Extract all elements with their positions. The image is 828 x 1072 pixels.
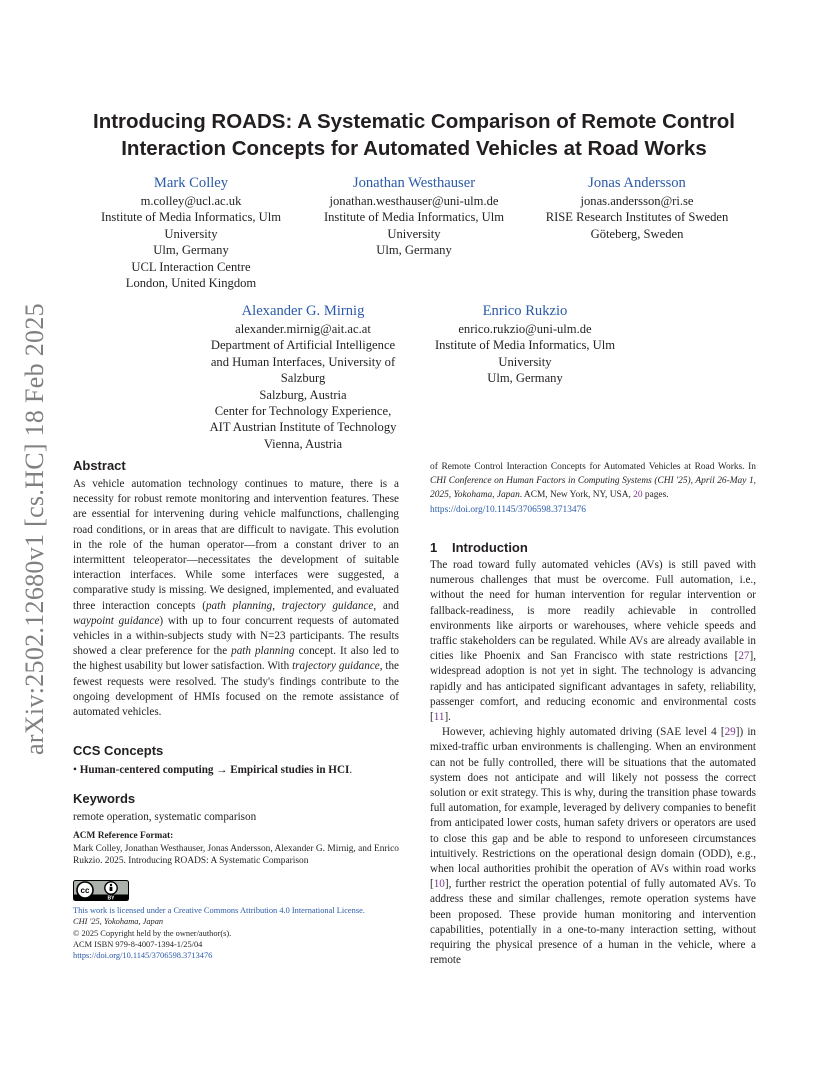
acm-reference-continued: of Remote Control Interaction Concepts for Automated Vehicles at Road Works. In CHI Conference on Human Factors in Computing Systems (CHI '25), April 26-May 1, 2025, Yokohama, Japan. ACM, New York, NY, USA, 20 pages. https://doi.org/10.1145/3706598.3713476: [430, 460, 756, 517]
author-location: Göteberg, Sweden: [590, 226, 684, 241]
author-affiliation: University: [498, 354, 552, 369]
author-email: alexander.mirnig@ait.ac.at: [235, 322, 371, 336]
author-affiliation: Center for Technology Experience,: [214, 404, 392, 419]
abstract-heading: Abstract: [73, 458, 126, 473]
acm-reference-heading: ACM Reference Format:: [73, 831, 174, 841]
author-email: m.colley@ucl.ac.uk: [140, 194, 242, 208]
citation-link[interactable]: 27: [738, 650, 750, 663]
ccs-concepts: • Human-centered computing → Empirical studies in HCI.: [73, 764, 353, 776]
keywords-heading: Keywords: [73, 791, 136, 806]
author-affiliation: University: [387, 226, 441, 241]
author-location: Ulm, Germany: [153, 243, 229, 258]
introduction-heading: 1 Introduction: [430, 540, 528, 555]
citation-link[interactable]: 11: [433, 711, 445, 724]
page-count-link[interactable]: 20: [633, 490, 643, 501]
cc-mark: cc: [80, 886, 90, 895]
author-name[interactable]: Mark Colley: [153, 175, 229, 191]
author-affiliation: Institute of Media Informatics, Ulm: [100, 210, 282, 225]
author-location: Ulm, Germany: [487, 371, 563, 386]
author-name[interactable]: Enrico Rukzio: [482, 303, 568, 319]
author-affiliation: Salzburg: [280, 371, 326, 386]
section-number: 1: [430, 540, 438, 555]
keywords-text: remote operation, systematic comparison: [73, 811, 257, 823]
author-affiliation: RISE Research Institutes of Sweden: [545, 210, 729, 225]
reference-doi-link[interactable]: https://doi.org/10.1145/3706598.3713476: [430, 504, 586, 515]
doi-link[interactable]: https://doi.org/10.1145/3706598.3713476: [73, 951, 213, 961]
author-location: Vienna, Austria: [263, 436, 343, 451]
introduction-text: The road toward fully automated vehicles (AVs) is still paved with numerous challenges that must be overcome. Full automation, i.e., without the need for human intervention for regular intervention or fallback-readiness, is more readily achievable in controlled environments like airports or warehouses, where vehicle speeds and traffic stakeholders can be regulated. While AVs are already available in cities like Phoenix and San Francisco with state restrictions [27], widespread adoption is not yet in sight. The technology is advancing rapidly and has anticipated significant advantages in safety, reliability, passenger comfort, and reducing economic and environmental costs [11]. However, achieving highly automated driving (SAE level 4 [29]) in mixed-traffic urban environments is challenging. When an environment can not be fully controlled, there will be situations that the automated system does not anticipate and will likely not possess the correct solution or exit strategy. This is why, during the transition phase towards full automation, for example, leveraged by delivery companies to benefit from anticipated lower costs, human safety drivers or operators are used to close this gap and be able to respond to unforeseen circumstances intuitively. Restrictions on the operational design domain (ODD), e.g., when local authorities prohibit the operation of AVs within road works [10], further restrict the operation potential of fully automated AVs. To address these and similar challenges, remote operation systems have been proposed. These provide human monitoring and intervention capabilities, potentially in a one-to-many interaction setting, without requiring the physical presence of a human in the vehicle, where a remote: [430, 559, 757, 967]
citation-link[interactable]: 29: [724, 726, 736, 739]
author-location: London, United Kingdom: [125, 276, 257, 291]
author-affiliation: UCL Interaction Centre: [131, 259, 251, 274]
author-email: jonathan.westhauser@uni-ulm.de: [329, 194, 499, 208]
ccs-heading: CCS Concepts: [73, 743, 164, 758]
author-affiliation: Department of Artificial Intelligence: [210, 338, 396, 353]
author-location: Salzburg, Austria: [259, 387, 347, 402]
author-block: [304, 174, 524, 259]
author-email: jonas.andersson@ri.se: [580, 194, 694, 208]
author-block: [522, 174, 752, 242]
author-affiliation: University: [164, 226, 218, 241]
author-location: Ulm, Germany: [376, 243, 452, 258]
author-block: [414, 302, 636, 387]
license-block: This work is licensed under a Creative Commons Attribution 4.0 International License. CHI '25, Yokohama, Japan © 2025 Copyright held by the owner/author(s). ACM ISBN 979-8-4007-1394-1/25/04 https://doi.org/10.1145/3706598.3713476: [73, 905, 413, 961]
by-mark: BY: [107, 895, 115, 901]
author-affiliation: AIT Austrian Institute of Technology: [209, 420, 397, 435]
author-block: [190, 302, 416, 452]
license-link[interactable]: This work is licensed under a Creative Commons Attribution 4.0 International License.: [73, 906, 365, 915]
arxiv-identifier: arXiv:2502.12680v1 [cs.HC] 18 Feb 2025: [20, 303, 49, 755]
author-name[interactable]: Jonathan Westhauser: [352, 175, 476, 191]
citation-link[interactable]: 10: [433, 878, 445, 891]
author-block: [76, 174, 306, 291]
acm-reference: ACM Reference Format: Mark Colley, Jonathan Westhauser, Jonas Andersson, Alexander G. Mirnig, and Enrico Rukzio. 2025. Introducing ROADS: A Systematic Comparison: [73, 831, 399, 867]
cc-by-license-icon[interactable]: [73, 880, 129, 901]
author-email: enrico.rukzio@uni-ulm.de: [458, 322, 592, 336]
paper-title: [60, 108, 768, 162]
author-affiliation: Institute of Media Informatics, Ulm: [434, 338, 616, 353]
title-line-1: Introducing ROADS: A Systematic Comparison of Remote Control: [93, 110, 735, 133]
title-line-2: Interaction Concepts for Automated Vehicles at Road Works: [121, 137, 707, 160]
author-name[interactable]: Alexander G. Mirnig: [241, 303, 365, 319]
author-affiliation: and Human Interfaces, University of: [210, 354, 396, 369]
author-name[interactable]: Jonas Andersson: [588, 175, 686, 191]
abstract-text: As vehicle automation technology continues to mature, there is a necessity for robust remote monitoring and intervention features. These are essential for intervening during vehicle malfunctions, challenging road conditions, or in areas that are difficult to navigate. This evolution in the role of the human operator—from a constant driver to an intermittent teleoperator—necessitates the development of suitable interaction interfaces. While some interfaces were suggested, a comparative study is missing. We designed, implemented, and evaluated three interaction concepts (path planning, trajectory guidance, and waypoint guidance) with up to four concurrent requests of automated vehicles in a within-subjects study with N=23 participants. The results showed a clear preference for the path planning concept. It also led to the highest usability but lower satisfaction. With trajectory guidance, the fewest requests were resolved. The study's findings contribute to the ongoing development of HMIs focused on the remote assistance of automated vehicles.: [73, 478, 400, 719]
author-affiliation: Institute of Media Informatics, Ulm: [323, 210, 505, 225]
